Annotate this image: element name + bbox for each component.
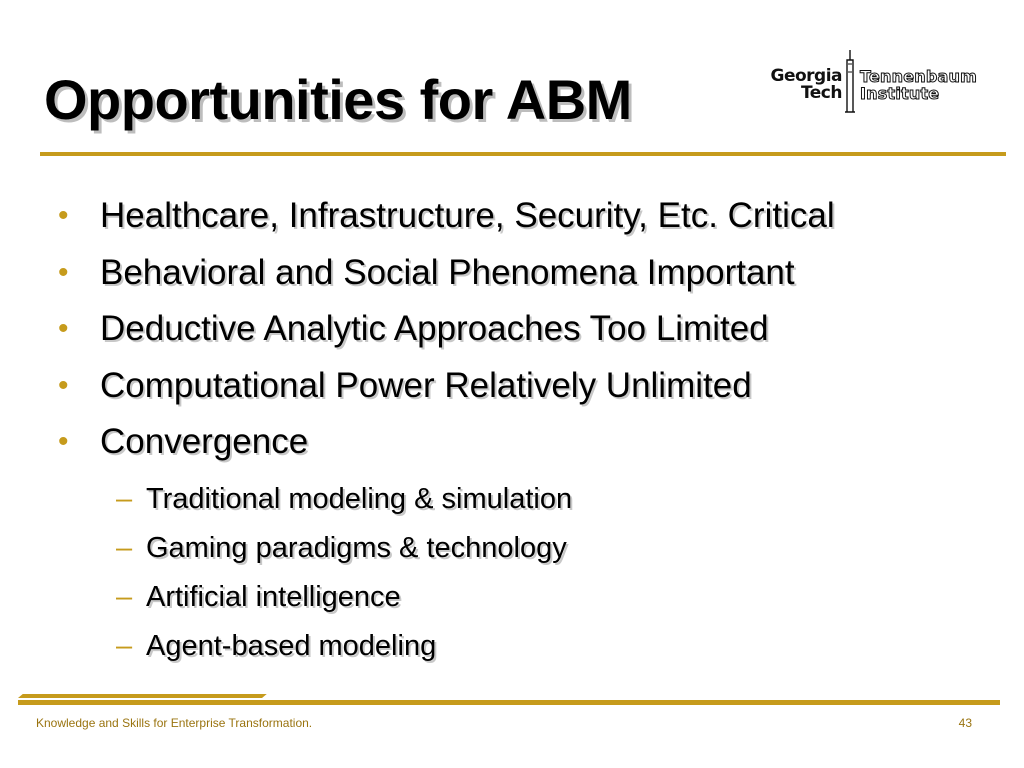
sub-list-item xyxy=(100,475,835,524)
sub-bullet-text: Traditional modeling & simulation xyxy=(146,482,573,515)
bullet-text: Computational Power Relatively Unlimited xyxy=(100,365,752,405)
tower-icon xyxy=(844,50,856,116)
sub-bullet-marker: – xyxy=(116,629,133,662)
sub-bullet-text: Gaming paradigms & technology xyxy=(146,531,567,564)
slide-title: Opportunities for ABM xyxy=(44,68,632,131)
georgia-tech-tennenbaum-logo xyxy=(756,50,988,116)
bullet-marker: • xyxy=(58,368,69,402)
bullet-text: Convergence xyxy=(100,422,309,461)
bullet-marker: • xyxy=(58,312,69,345)
bullet-marker: • xyxy=(58,199,69,232)
bullet-marker: • xyxy=(58,255,69,289)
sub-bullet-text: Artificial intelligence xyxy=(146,580,401,613)
sub-bullet-marker: – xyxy=(116,482,133,515)
footer-accent-swoosh xyxy=(18,694,267,698)
footer-divider-left xyxy=(18,700,258,705)
sub-list-item xyxy=(100,622,835,671)
sub-list-item xyxy=(100,524,835,573)
logo-georgia-tech-text: Georgia Tech xyxy=(770,66,842,103)
logo-tennenbaum-institute-text: Tennenbaum Institute xyxy=(860,67,977,103)
footer-caption: Knowledge and Skills for Enterprise Transformation. xyxy=(36,716,313,730)
sub-bullet-marker: – xyxy=(116,580,133,613)
list-item xyxy=(58,188,835,245)
page-number: 43 xyxy=(958,716,972,730)
bullet-text: Behavioral and Social Phenomena Important xyxy=(100,252,795,292)
bullet-text: Healthcare, Infrastructure, Security, Etc. Critical xyxy=(100,196,835,235)
list-item xyxy=(58,245,835,302)
sub-bullet-marker: – xyxy=(116,531,133,564)
bullet-marker: • xyxy=(58,425,69,458)
list-item xyxy=(58,414,835,671)
sub-bullet-text: Agent-based modeling xyxy=(146,629,437,662)
bullet-list xyxy=(58,188,835,671)
title-divider xyxy=(40,152,1006,156)
list-item xyxy=(58,301,835,358)
bullet-text: Deductive Analytic Approaches Too Limited xyxy=(100,309,769,348)
sub-list-item xyxy=(100,573,835,622)
sub-bullet-list xyxy=(100,475,835,671)
list-item xyxy=(58,358,835,415)
footer-divider xyxy=(258,700,1000,705)
